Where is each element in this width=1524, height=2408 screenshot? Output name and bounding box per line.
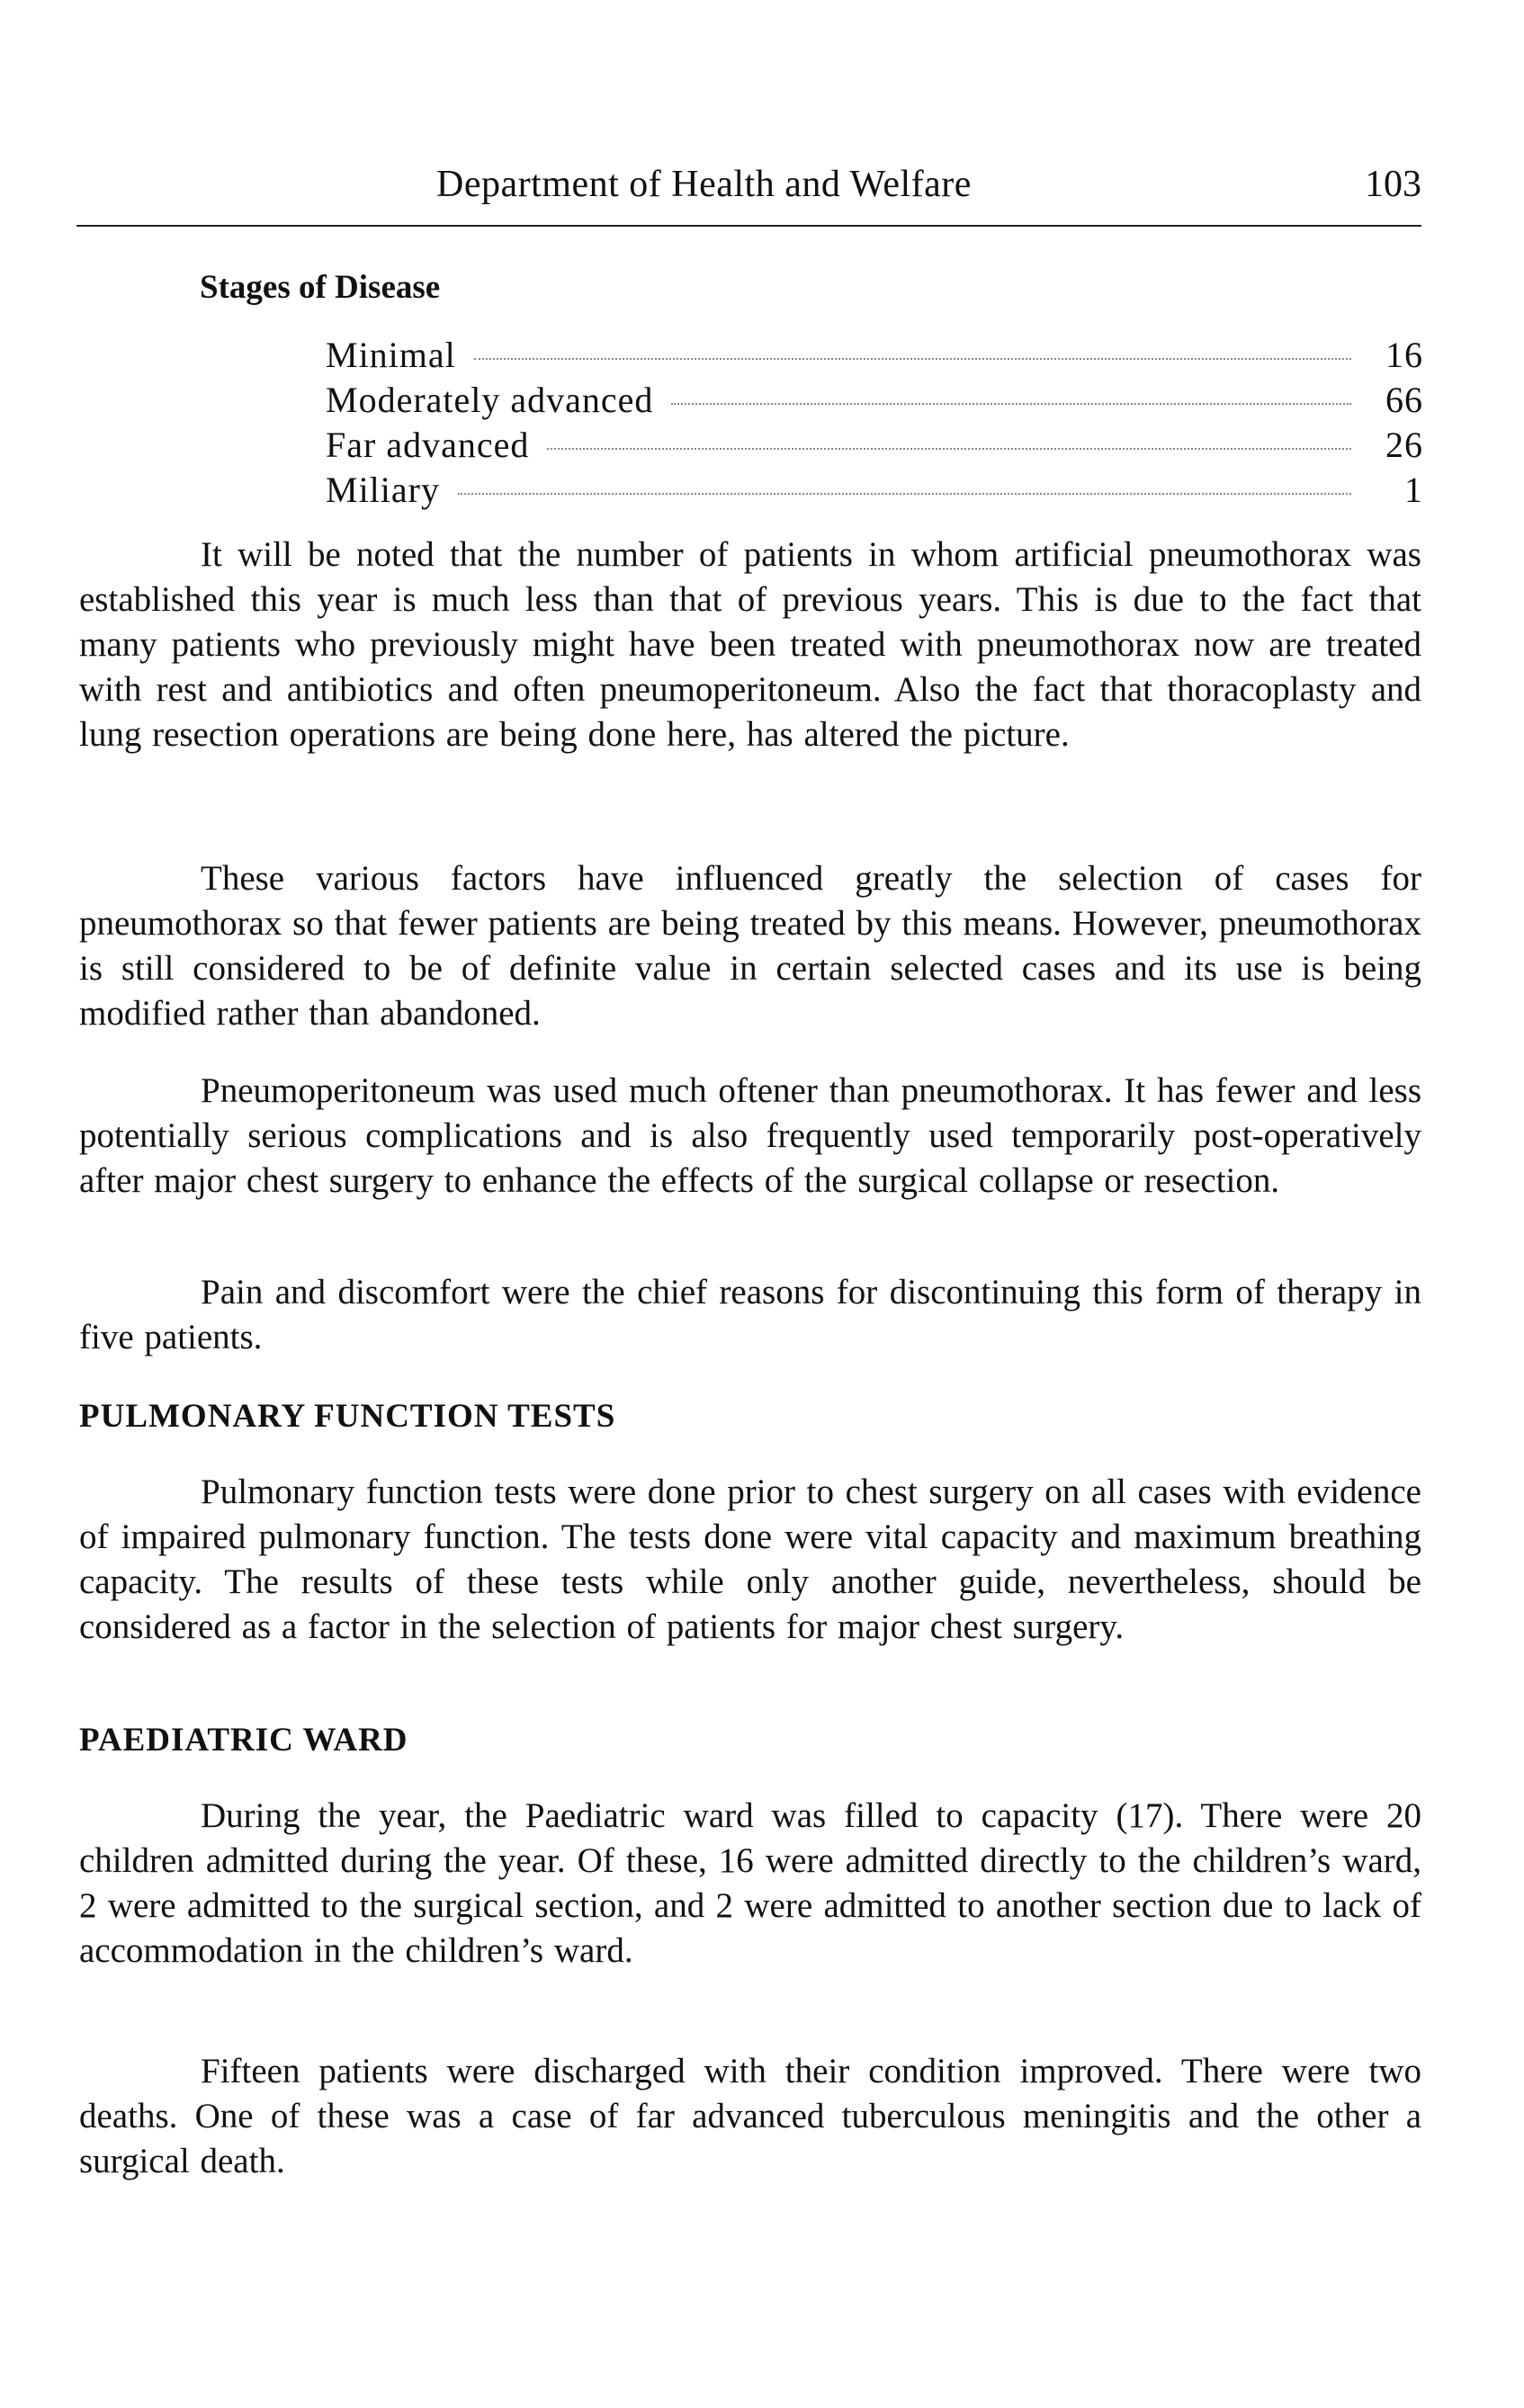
stage-value: 26 [1385, 425, 1423, 465]
paragraph-pneumoperitoneum: Pneumoperitoneum was used much oftener than pneumothorax. It has fewer and less potentially serious complications and is also frequently used temporarily post-operatively after major chest surgery to enhance the effects of the surgical collapse or resection. [79, 1071, 1421, 1200]
dot-leader [458, 493, 1351, 495]
stages-list [326, 333, 1423, 513]
paragraph-paediatric-admissions: During the year, the Paediatric ward was filled to capacity (17). There were 20 children admitted during the year. Of these, 16 were admitted directly to the children’s ward, 2 were admitted to the surgical section, and 2 were admitted to another section due to lack of accommodation in the children’s ward. [79, 1796, 1421, 1970]
stage-row-moderately-advanced [326, 378, 1423, 423]
stage-value: 1 [1404, 470, 1423, 510]
paragraph-selection-factors: These various factors have influenced greatly the selection of cases for pneumothorax so that fewer patients are being treated by this means. However, pneumothorax is still considered to be of definite value in certain selected cases and its use is being modified rather than abandoned. [79, 859, 1421, 1033]
paragraph-discontinuation: Pain and discomfort were the chief reasons for discontinuing this form of therapy in five patients. [79, 1273, 1421, 1356]
paragraph-discharges: Fifteen patients were discharged with their condition improved. There were two deaths. One of these was a case of far advanced tuberculous meningitis and the other a surgical death. [79, 2052, 1421, 2180]
header-rule [76, 225, 1421, 227]
stage-label: Moderately advanced [326, 380, 654, 420]
stage-label: Far advanced [326, 425, 530, 465]
stages-heading: Stages of Disease [200, 269, 441, 306]
heading-paediatric-ward: PAEDIATRIC WARD [79, 1722, 408, 1759]
stage-row-miliary [326, 468, 1423, 513]
page-number: 103 [1365, 164, 1421, 205]
dot-leader [671, 403, 1351, 405]
dot-leader [474, 358, 1351, 360]
paragraph-pulmonary-tests: Pulmonary function tests were done prior to chest surgery on all cases with evidence of impaired pulmonary function. The tests done were vital capacity and maximum breathing capacity. The results of these tests while only another guide, nevertheless, should be considered as a factor in the selection of patients for major chest surgery. [79, 1473, 1421, 1646]
stage-row-far-advanced [326, 423, 1423, 468]
paragraph-pneumothorax-decline: It will be noted that the number of patients in whom artificial pneumothorax was established this year is much less than that of previous years. This is due to the fact that many patients who previously might have been treated with pneumothorax now are treated with rest and antibiotics and often pneumoperitoneum. Also the fact that thoracoplasty and lung resection operations are being done here, has altered the picture. [79, 535, 1421, 754]
dot-leader [547, 448, 1351, 450]
stage-value: 66 [1385, 380, 1423, 420]
stage-row-minimal [326, 333, 1423, 378]
heading-pulmonary-function-tests: PULMONARY FUNCTION TESTS [79, 1398, 616, 1435]
running-title: Department of Health and Welfare [436, 164, 972, 205]
running-header [76, 162, 1421, 225]
stage-label: Minimal [326, 335, 456, 375]
stage-value: 16 [1385, 335, 1423, 375]
stage-label: Miliary [326, 470, 440, 510]
